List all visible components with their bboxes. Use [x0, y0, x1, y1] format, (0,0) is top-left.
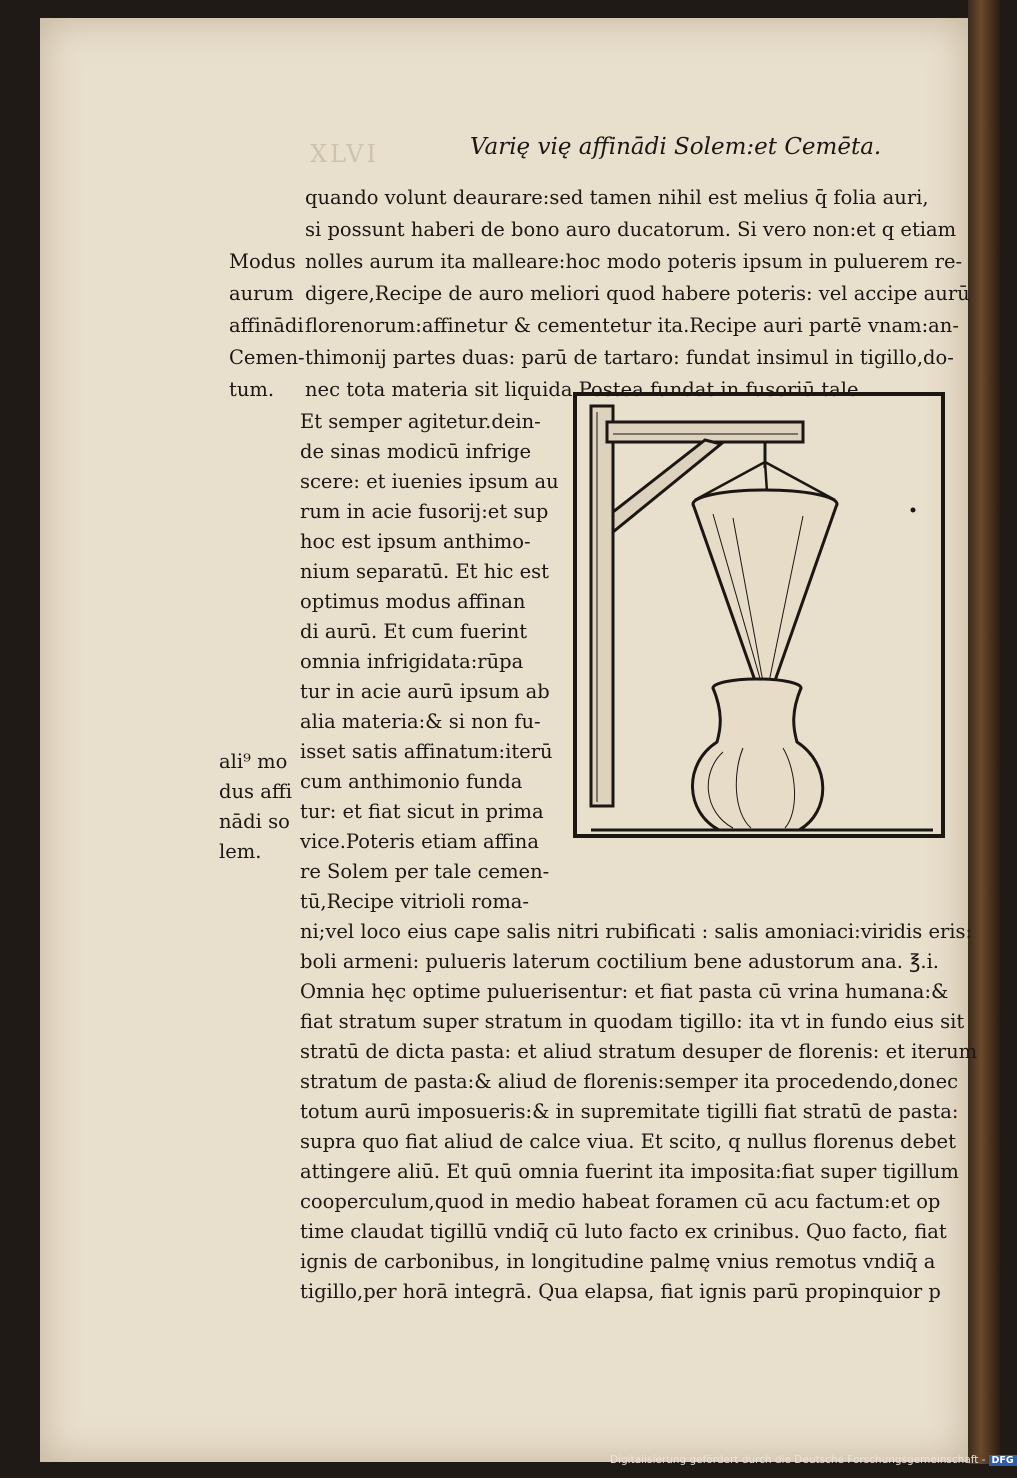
text-line: alia materia:& si non fu-: [300, 710, 541, 733]
text-line: stratū de dicta pasta: et aliud stratum desuper de florenis: et iterum: [300, 1040, 978, 1063]
text-line: nolles aurum ita malleare:hoc modo poteris ipsum in puluerem re-: [305, 250, 963, 273]
text-line: stratum de pasta:& aliud de florenis:semper ita procedendo,donec: [300, 1070, 959, 1093]
text-line: nium separatū. Et hic est: [300, 560, 550, 583]
text-line: tur: et fiat sicut in prima: [300, 800, 544, 823]
text-line: scere: et iuenies ipsum au: [300, 470, 559, 493]
text-line: optimus modus affinan: [300, 590, 526, 613]
margin-note-line: aurum: [229, 282, 294, 305]
margin-note-line: ali⁹ mo: [219, 750, 288, 773]
margin-note-line: tum.: [229, 378, 275, 401]
text-line: digere,Recipe de auro meliori quod habere poteris: vel accipe aurū: [305, 282, 970, 305]
text-line: ignis de carbonibus, in longitudine palmę vnius remotus vndiq̄ a: [300, 1250, 936, 1273]
margin-note-line: lem.: [219, 840, 262, 863]
dfg-logo: DFG: [989, 1455, 1017, 1466]
margin-note-line: nādi so: [219, 810, 290, 833]
margin-note-line: Modus: [229, 250, 296, 273]
text-line: cooperculum,quod in medio habeat foramen cū acu factum:et op: [300, 1190, 941, 1213]
text-line: Omnia hęc optime puluerisentur: et fiat pasta cū vrina humana:&: [300, 980, 949, 1003]
text-line: totum aurū imposueris:& in supremitate tigilli fiat stratū de pasta:: [300, 1100, 959, 1123]
text-line: si possunt haberi de bono auro ducatorum. Si vero non:et q etiam: [305, 218, 957, 241]
text-line: nec tota materia sit liquida.Postea fundat in fusoriū tale: [305, 378, 859, 401]
footer-text: Digitalisierung gefördert durch die Deutsche Forschungsgemeinschaft -: [610, 1454, 986, 1466]
text-line: florenorum:affinetur & cementetur ita.Recipe auri partē vnam:an-: [305, 314, 959, 337]
margin-note-line: affinādi: [229, 314, 304, 337]
text-line: di aurū. Et cum fuerint: [300, 620, 528, 643]
text-line: attingere aliū. Et quū omnia fuerint ita imposita:fiat super tigillum: [300, 1160, 959, 1183]
text-line: re Solem per tale cemen-: [300, 860, 550, 883]
text-line: hoc est ipsum anthimo-: [300, 530, 531, 553]
text-line: tigillo,per horā integrā. Qua elapsa, fiat ignis parū propinquior p: [300, 1280, 941, 1303]
text-line: isset satis affinatum:iterū: [300, 740, 553, 763]
margin-note-line: dus affi: [219, 780, 292, 803]
text-line: tū,Recipe vitrioli roma-: [300, 890, 530, 913]
text-line: vice.Poteris etiam affina: [300, 830, 539, 853]
text-line: supra quo fiat aliud de calce viua. Et scito, q nullus florenus debet: [300, 1130, 956, 1153]
text-line: omnia infrigidata:rūpa: [300, 650, 524, 673]
text-line: tur in acie aurū ipsum ab: [300, 680, 550, 703]
text-line: time claudat tigillū vndiq̄ cū luto facto ex crinibus. Quo facto, fiat: [300, 1220, 947, 1243]
text-line: thimonij partes duas: parū de tartaro: fundat insimul in tigillo,do-: [305, 346, 954, 369]
text-line: quando volunt deaurare:sed tamen nihil est melius q̄ folia auri,: [305, 186, 929, 209]
running-head: Varię vię affinādi Solem:et Cemēta.: [470, 134, 882, 160]
text-line: rum in acie fusorij:et sup: [300, 500, 549, 523]
woodcut-illustration: [573, 392, 945, 838]
text-line: Et semper agitetur.dein-: [300, 410, 541, 433]
margin-note-line: Cemen-: [229, 346, 305, 369]
digitization-footer: [610, 1454, 1017, 1466]
text-line: fiat stratum super stratum in quodam tigillo: ita vt in fundo eius sit: [300, 1010, 965, 1033]
faded-folio-number: XLVI: [310, 140, 379, 168]
text-line: boli armeni: pulueris laterum coctilium bene adustorum ana. ℥.i.: [300, 950, 940, 973]
text-line: cum anthimonio funda: [300, 770, 523, 793]
page-edge: [968, 0, 1000, 1464]
text-line: ni;vel loco eius cape salis nitri rubificati : salis amoniaci:viridis eris:: [300, 920, 973, 943]
text-line: de sinas modicū infrige: [300, 440, 532, 463]
